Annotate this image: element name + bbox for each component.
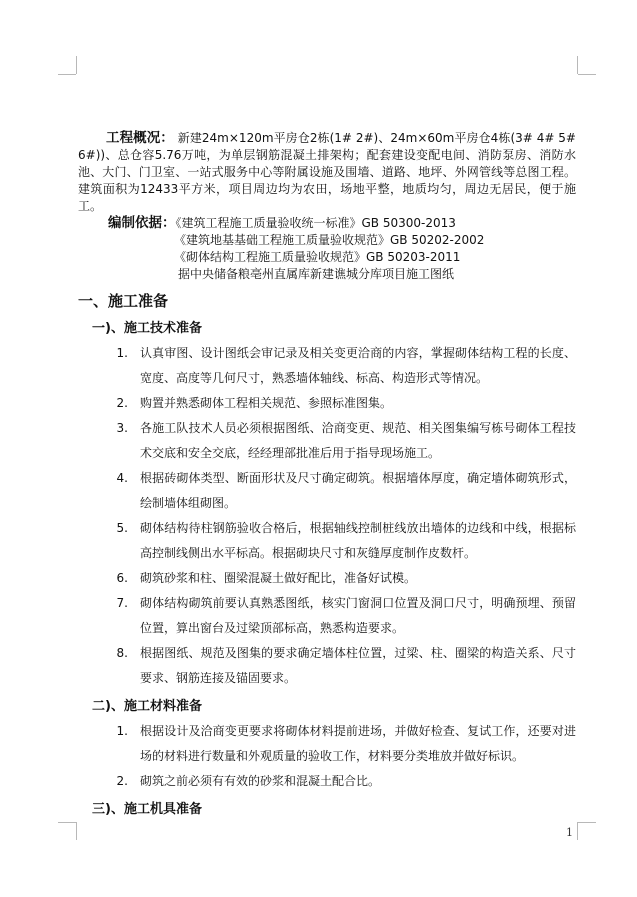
- materials-prep-list: [78, 719, 576, 794]
- crop-mark-top-right-v: [577, 56, 578, 74]
- basis-label: 编制依据：: [108, 215, 176, 231]
- list-item-text: 根据设计及洽商变更要求将砌体材料提前进场，并做好检查、复试工作，还要对进场的材料进行数量和外观质量的验收工作，材料要分类堆放并做好标识。: [140, 724, 576, 763]
- crop-mark-top-left-v: [76, 56, 77, 74]
- list-item: [78, 641, 576, 691]
- list-item-number: 1.: [116, 346, 128, 360]
- basis-ref-1: 《建筑工程施工质量验收统一标准》GB 50300-2013: [175, 216, 456, 230]
- list-item-number: 7.: [116, 596, 128, 610]
- list-item-text: 砌筑之前必须有有效的砂浆和混凝土配合比。: [140, 774, 381, 788]
- list-item-text: 砌体结构砌筑前要认真熟悉图纸，核实门窗洞口位置及洞口尺寸，明确预埋、预留位置，算出窗台及过梁顶部标高，熟悉构造要求。: [140, 596, 576, 635]
- list-item: [78, 416, 576, 466]
- document-body: [78, 130, 576, 820]
- list-item-number: 8.: [116, 646, 128, 660]
- list-item-text: 砌体结构待柱钢筋验收合格后，根据轴线控制桩线放出墙体的边线和中线，根据标高控制线侧出水平标高。根据砌块尺寸和灰缝厚度制作皮数杆。: [140, 521, 576, 560]
- list-item-number: 6.: [116, 571, 128, 585]
- list-item-text: 砌筑砂浆和柱、圈梁混凝土做好配比，准备好试模。: [140, 571, 417, 585]
- list-item-number: 2.: [116, 396, 128, 410]
- list-item-text: 购置并熟悉砌体工程相关规范、参照标准图集。: [140, 396, 393, 410]
- list-item: [78, 769, 576, 794]
- basis-ref-4: 据中央储备粮亳州直属库新建谯城分库项目施工图纸: [178, 267, 455, 281]
- crop-mark-bottom-right-h: [578, 822, 596, 823]
- list-item-number: 1.: [116, 724, 128, 738]
- page-number: 1: [566, 826, 573, 839]
- crop-mark-bottom-left-h: [58, 822, 76, 823]
- crop-mark-bottom-left-v: [76, 822, 77, 840]
- overview-paragraph: [78, 130, 576, 215]
- subsection-heading-tech: 一)、施工技术准备: [92, 321, 202, 336]
- overview-text: 新建24m×120m平房仓2栋(1# 2#)、24m×60m平房仓4栋(3# 4# 5# 6#))、总仓容5.76万吨，为单层钢筋混凝土排架构；配套建设变配电间、消防泵房、消防水池、大门、门卫室、一站式服务中心等附属设施及围墙、道路、地坪、外网管线等总图工程。建筑面积为12433平方米，项目周边均为农田，场地平整，地质均匀，周边无居民，便于施工。: [78, 131, 576, 213]
- list-item: [78, 341, 576, 391]
- list-item: [78, 466, 576, 516]
- crop-mark-bottom-right-v: [577, 822, 578, 840]
- subsection-heading-tools: 三)、施工机具准备: [92, 802, 202, 817]
- list-item-number: 2.: [116, 774, 128, 788]
- list-item-number: 3.: [116, 421, 128, 435]
- crop-mark-top-right-h: [578, 74, 596, 75]
- list-item-number: 5.: [116, 521, 128, 535]
- basis-ref-2: 《建筑地基基础工程施工质量验收规范》GB 50202-2002: [174, 233, 485, 247]
- list-item: [78, 516, 576, 566]
- overview-label: 工程概况：: [106, 130, 174, 146]
- list-item-text: 各施工队技术人员必须根据图纸、洽商变更、规范、相关图集编写栋号砌体工程技术交底和安全交底，经经理部批准后用于指导现场施工。: [140, 421, 576, 460]
- list-item-number: 4.: [116, 471, 128, 485]
- list-item-text: 认真审图、设计图纸会审记录及相关变更洽商的内容，掌握砌体结构工程的长度、宽度、高度等几何尺寸，熟悉墙体轴线、标高、构造形式等情况。: [140, 346, 576, 385]
- list-item-text: 根据砖砌体类型、断面形状及尺寸确定砌筑。根据墙体厚度，确定墙体砌筑形式，绘制墙体组砌图。: [140, 471, 576, 510]
- subsection-heading-materials: 二)、施工材料准备: [92, 699, 202, 714]
- basis-ref-3: 《砌体结构工程施工质量验收规范》GB 50203-2011: [174, 250, 461, 264]
- tech-prep-list: [78, 341, 576, 691]
- basis-line-1: [78, 215, 576, 232]
- list-item: [78, 391, 576, 416]
- list-item-text: 根据图纸、规范及图集的要求确定墙体柱位置，过梁、柱、圈梁的构造关系、尺寸要求、钢筋连接及锚固要求。: [140, 646, 576, 685]
- section-heading-prep: 一、施工准备: [78, 292, 169, 310]
- list-item: [78, 566, 576, 591]
- list-item: [78, 591, 576, 641]
- list-item: [78, 719, 576, 769]
- crop-mark-top-left-h: [58, 74, 76, 75]
